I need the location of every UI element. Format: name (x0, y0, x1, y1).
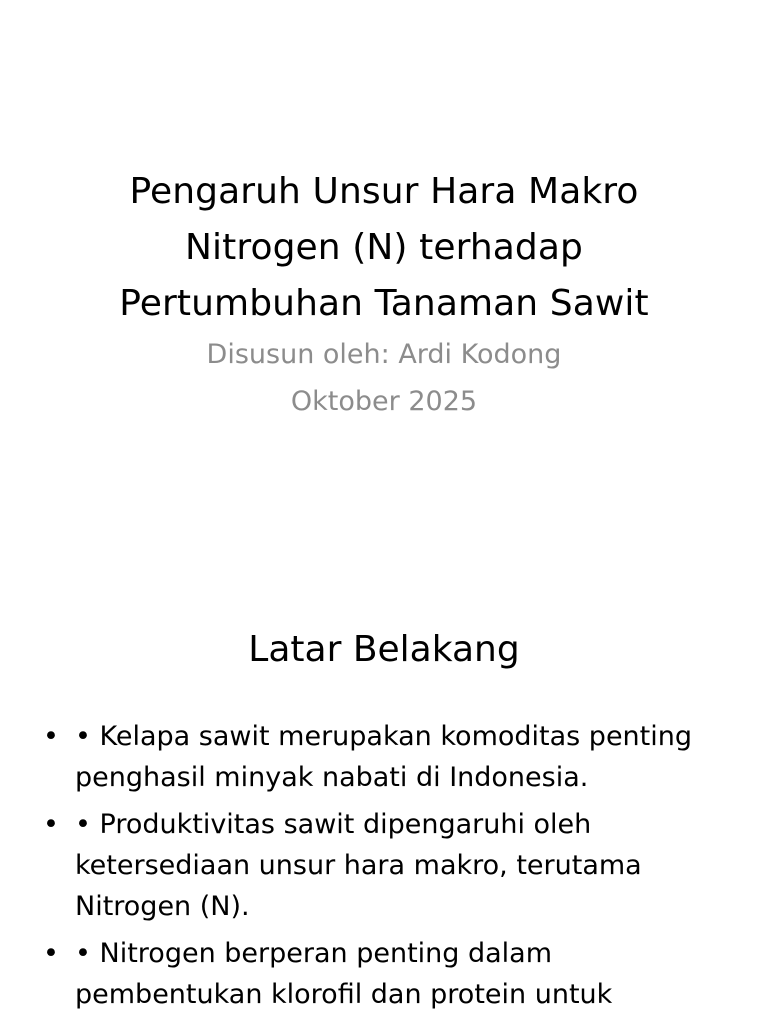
author-line: Disusun oleh: Ardi Kodong (206, 339, 562, 370)
title-line-2: Nitrogen (N) terhadap (185, 227, 583, 268)
bullet-list (0, 716, 768, 1021)
bullet-marker: • (43, 721, 59, 752)
bullet-text: • Produktivitas sawit dipengaruhi oleh ketersediaan unsur hara makro, terutama Nitrogen (N). (75, 809, 642, 922)
title-line-1: Pengaruh Unsur Hara Makro (129, 171, 639, 212)
bullet-marker: • (43, 809, 59, 840)
bullet-text: • Kelapa sawit merupakan komoditas penting penghasil minyak nabati di Indonesia. (75, 721, 693, 793)
title-line-3: Pertumbuhan Tanaman Sawit (119, 283, 649, 324)
presentation-title (0, 164, 768, 332)
title-block (0, 164, 768, 332)
list-item (0, 716, 768, 798)
date-line: Oktober 2025 (290, 386, 478, 417)
bullet-text: • Nitrogen berperan penting dalam pembentukan klorofil dan protein untuk (75, 938, 613, 1010)
list-item (0, 804, 768, 927)
content-slide (0, 576, 768, 1024)
subtitle-block (0, 331, 768, 425)
list-item (0, 933, 768, 1015)
section-heading: Latar Belakang (248, 629, 520, 670)
bullet-marker: • (43, 938, 59, 969)
